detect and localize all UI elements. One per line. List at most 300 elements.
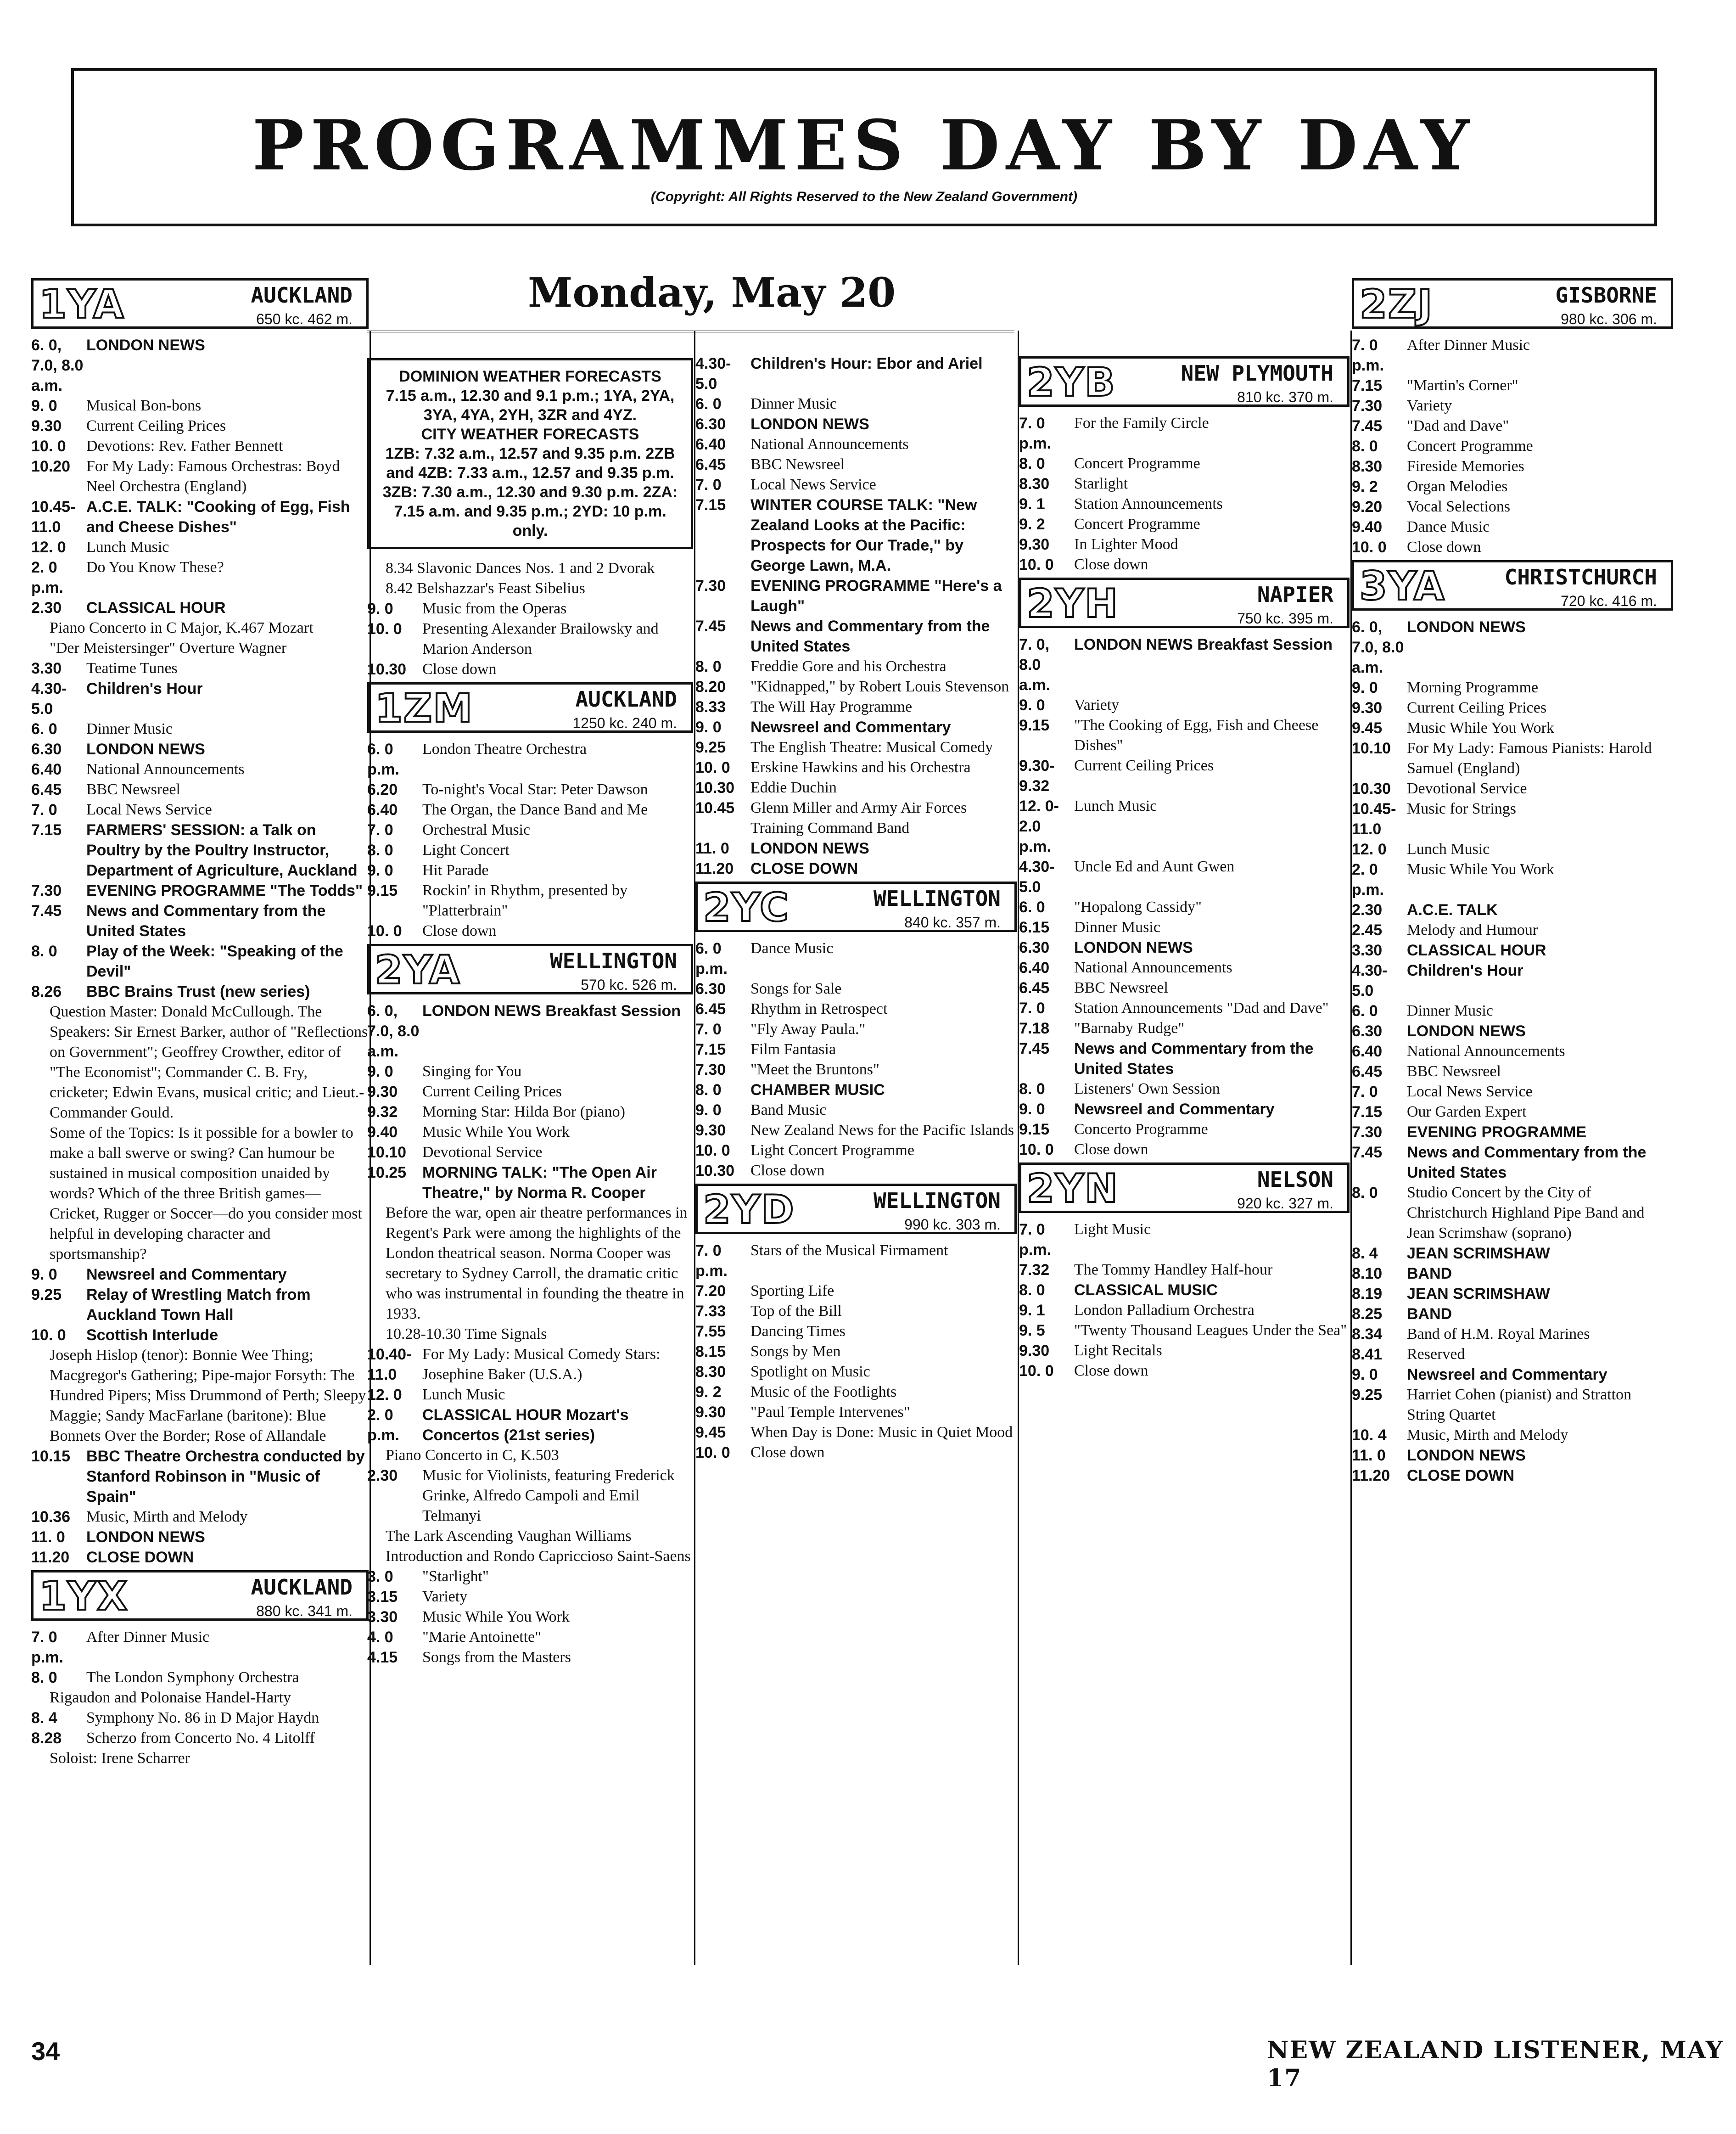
programme-entry [31,982,369,1002]
programme-title: For My Lady: Musical Comedy Stars: Josephine Baker (U.S.A.) [422,1346,661,1383]
station-frequency: 1250 kc. 240 m. [572,715,677,731]
programme-time: 8. 0 [367,842,393,859]
programme-time: 10.45 [695,799,735,817]
programme-entry [1352,1264,1673,1284]
programme-title: 8.34 Slavonic Dances Nos. 1 and 2 Dvorak [386,560,655,577]
programme-title: LONDON NEWS [86,741,205,758]
station-header-2yn [1019,1162,1350,1213]
programme-time: 9. 1 [1019,495,1045,513]
programme-title: For My Lady: Famous Orchestras: Boyd Neel Orchestra (England) [86,458,340,495]
programme-entry [1352,1061,1673,1082]
programme-title: LONDON NEWS [1074,939,1193,956]
station-city: AUCKLAND [251,1575,353,1600]
programme-time: 9.25 [31,1286,62,1303]
programme-entry [1352,1041,1673,1061]
programme-time: 7.15 [695,1041,726,1058]
station-header-1zm [367,682,693,733]
programme-time: 7.45 [1019,1040,1050,1057]
programme-time: 6.20 [367,781,398,798]
programme-time: 6.40 [1352,1043,1383,1060]
programme-time [367,1526,386,1546]
programme-entry [367,1647,693,1668]
programme-title: LONDON NEWS Breakfast Session [422,1002,681,1020]
programme-title: BBC Newsreel [750,456,845,473]
programme-entry [31,881,369,901]
programme-entry [1019,474,1350,494]
programme-time [31,1748,50,1769]
programme-time: 8.30 [1352,458,1383,475]
programme-entry [367,1587,693,1607]
programme-entry [1352,537,1673,557]
programme-time: 8. 0 [1019,1281,1045,1299]
programme-time: 4.30-5.0 [1352,962,1388,1000]
programme-title: News and Commentary from the United States [1407,1144,1646,1181]
programme-title: Dance Music [750,940,834,957]
programme-title: London Palladium Orchestra [1074,1302,1254,1319]
programme-entry [1352,738,1673,779]
programme-entry [367,558,693,578]
programme-time [31,1123,50,1264]
programme-title: BBC Newsreel [1407,1063,1501,1080]
programme-entry [31,396,369,416]
programme-entry [1019,1140,1350,1160]
programme-title: For My Lady: Famous Pianists: Harold Samuel (England) [1407,740,1652,777]
programme-title: Morning Star: Hilda Bor (piano) [422,1103,625,1120]
programme-entry [1352,436,1673,456]
programme-time: 9.30 [695,1404,726,1421]
programme-title: JEAN SCRIMSHAW [1407,1285,1550,1303]
programme-time: 9.40 [1352,518,1383,536]
programme-entry [695,1301,1017,1321]
programme-entry [367,1102,693,1122]
programme-title: Close down [1074,1362,1148,1379]
programme-time: 9. 0 [367,600,393,618]
programme-time: 8. 0 [1019,1080,1045,1098]
programme-title: The English Theatre: Musical Comedy [750,739,993,756]
programme-title: Dinner Music [1074,919,1160,936]
programme-entry [367,1445,693,1466]
programme-title: Musical Bon-bons [86,397,202,414]
station-frequency: 720 kc. 416 m. [1561,593,1657,609]
programme-title: To-night's Vocal Star: Peter Dawson [422,781,648,798]
programme-time: 7.33 [695,1303,726,1320]
programme-time: 8.28 [31,1730,62,1747]
programme-entry [367,800,693,820]
programme-title: Music from the Operas [422,600,567,617]
programme-time: 6. 0, 7.0, 8.0 a.m. [1352,618,1404,676]
programme-time: 6. 0 p.m. [367,741,399,778]
station-header-2yd [695,1184,1017,1234]
programme-title: News and Commentary from the United States [86,902,326,940]
programme-title: Scherzo from Concerto No. 4 Litolff [86,1730,315,1747]
programme-title: National Announcements [1074,959,1232,976]
programme-time: 9.25 [1352,1386,1383,1404]
programme-title: Uncle Ed and Aunt Gwen [1074,858,1235,875]
programme-entry [1352,1385,1673,1425]
programme-title: Station Announcements [1074,495,1223,512]
programme-entry [367,881,693,921]
programme-time: 9. 0 [695,1101,722,1119]
programme-title: News and Commentary from the United States [1074,1040,1314,1078]
city-weather-title: CITY WEATHER FORECASTS [421,426,639,443]
programme-entry [695,394,1017,414]
programme-time: 4.30-5.0 [1019,858,1055,896]
programme-title: Children's Hour: Ebor and Ariel [750,355,983,372]
programme-time: 6.45 [695,1000,726,1018]
programme-entry [695,717,1017,737]
programme-time: 8.33 [695,698,726,716]
programme-title: Symphony No. 86 in D Major Haydn [86,1709,319,1726]
programme-entry [695,1060,1017,1080]
programme-title: BAND [1407,1305,1452,1323]
column-2 [367,354,693,1668]
programme-entry [1352,1365,1673,1385]
programme-title: 10.28-10.30 Time Signals [386,1325,547,1342]
programme-entry [1352,335,1673,376]
programme-time: 7.45 [1352,1144,1383,1161]
programme-time: 7.55 [695,1323,726,1340]
programme-title: Music for Strings [1407,800,1516,817]
programme-title: Singing for You [422,1063,522,1080]
station-city: WELLINGTON [550,949,677,973]
programme-entry [695,1362,1017,1382]
programme-entry [1352,799,1673,839]
programme-entry [367,1405,693,1445]
programme-entry [1352,1466,1673,1486]
programme-time: 6.40 [31,761,62,778]
programme-title: Light Concert Programme [750,1142,914,1159]
copyright-notice: (Copyright: All Rights Reserved to the New Zealand Government) [650,189,1077,204]
programme-title: Children's Hour [1407,962,1523,979]
programme-title: Play of the Week: "Speaking of the Devil" [86,943,343,980]
station-city: GISBORNE [1555,283,1657,308]
programme-time: 6. 0 [31,720,57,738]
programme-time: 2.30 [1352,901,1383,919]
programme-title: "Dad and Dave" [1407,417,1509,434]
programme-title: "Twenty Thousand Leagues Under the Sea" [1074,1322,1347,1339]
programme-title: MORNING TALK: "The Open Air Theatre," by Norma R. Cooper [422,1164,657,1202]
programme-title: Local News Service [1407,1083,1533,1100]
programme-time: 9.40 [367,1123,398,1141]
programme-title: LONDON NEWS [750,840,869,857]
programme-time: 9. 0 [695,719,722,736]
programme-time: 9.30 [1019,1342,1050,1359]
programme-time: 8. 0 [1352,1184,1378,1202]
programme-time: 4.15 [367,1649,398,1666]
programme-time: 6.30 [1019,939,1050,956]
programme-entry [31,1325,369,1345]
programme-title: Current Ceiling Prices [1074,757,1214,774]
programme-entry [367,1627,693,1647]
weather-times: 7.15 a.m., 12.30 and 9.1 p.m.; 1YA, 2YA, 3YA, 4YA, 2YH, 3ZR and 4YZ. [386,387,675,424]
programme-time: 3.30 [367,1608,398,1626]
footer-masthead: NEW ZEALAND LISTENER, MAY 17 [1267,2036,1724,2092]
programme-time: 10.10 [1352,740,1391,757]
programme-entry [1019,1341,1350,1361]
page-title: PROGRAMMES DAY BY DAY [252,105,1476,186]
programme-title: News and Commentary from the United States [750,618,990,655]
programme-time: 6.30 [1352,1022,1383,1040]
programme-title: EVENING PROGRAMME "The Todds" [86,882,363,899]
programme-title: Studio Concert by the City of Christchurch Highland Pipe Band and Jean Scrimshaw (soprano) [1407,1184,1645,1241]
programme-entry [1352,940,1673,960]
programme-entry [695,1100,1017,1120]
programme-title: Dinner Music [1407,1002,1493,1019]
programme-title: Piano Concerto in C, K.503 [386,1447,559,1464]
programme-entry [1019,1099,1350,1119]
programme-title: LONDON NEWS [1407,1022,1526,1040]
programme-title: Rigaudon and Polonaise Handel-Harty [50,1689,291,1706]
programme-title: The Organ, the Dance Band and Me [422,801,648,818]
schedule-2yn [1019,1219,1350,1381]
programme-entry [31,1345,369,1446]
programme-title: Question Master: Donald McCullough. The Speakers: Sir Ernest Barker, author of "Reflections on Government"; Geoffrey Crowther, editor of "The Economist"; Commander C. B. Fry, cricketer; Edwin Evans, musical critic; and Lieut.-Commander Gould. [50,1003,368,1121]
station-city: NEW PLYMOUTH [1181,361,1333,386]
programme-entry [695,495,1017,576]
programme-time: 9.45 [695,1424,726,1441]
programme-time: 7. 0, 8.0 a.m. [1019,636,1051,694]
programme-time: 7.32 [1019,1261,1050,1279]
programme-time: 7.30 [695,1061,726,1078]
programme-entry [1352,960,1673,1001]
programme-time: 6. 0, 7.0, 8.0 a.m. [31,337,84,394]
programme-title: Our Garden Expert [1407,1103,1527,1120]
programme-entry [695,859,1017,879]
programme-title: Songs by Men [750,1343,841,1360]
programme-time: 4.30-5.0 [31,680,67,718]
programme-title: Top of the Bill [750,1303,842,1320]
programme-title: Orchestral Music [422,821,531,838]
programme-time: 7. 0 [1019,1000,1045,1017]
station-city: AUCKLAND [575,687,677,712]
programme-entry [31,1123,369,1264]
station-call: 2YH [1027,581,1119,627]
programme-time: 7.15 [1352,377,1383,394]
programme-time: 10. 4 [1352,1426,1387,1444]
programme-entry [367,921,693,941]
station-city: WELLINGTON [874,1188,1001,1213]
programme-time: 9. 0 [1019,696,1045,714]
programme-entry [1352,1021,1673,1041]
programme-time: 10.45-11.0 [31,498,76,536]
programme-title: Light Music [1074,1221,1151,1238]
programme-entry [695,697,1017,717]
programme-entry [367,840,693,860]
programme-time: 8. 0 [695,1081,722,1099]
programme-title: FARMERS' SESSION: a Talk on Poultry by the Poultry Instructor, Department of Agriculture, Auckland [86,821,358,879]
station-call: 2YA [375,947,461,993]
programme-title: CLOSE DOWN [1407,1467,1515,1484]
programme-title: Some of the Topics: Is it possible for a bowler to make a ball swerve or swing? Can humour be sustained in musical composition unaided by words? Which of the three British games—Cricket, Rugger or Soccer—do you consider most helpful in developing character and sportsmanship? [50,1124,362,1263]
programme-title: "Marie Antoinette" [422,1629,542,1645]
programme-entry [1019,1320,1350,1341]
programme-title: The Lark Ascending Vaughan Williams [386,1527,632,1544]
programme-entry [367,1122,693,1142]
programme-entry [695,657,1017,677]
programme-title: Current Ceiling Prices [86,417,226,434]
programme-entry [31,820,369,881]
programme-time [31,1688,50,1708]
programme-title: "The Cooking of Egg, Fish and Cheese Dishes" [1074,717,1319,754]
programme-entry [1019,756,1350,796]
programme-time: 10.15 [31,1448,71,1465]
station-call: 1YA [39,281,125,327]
programme-title: LONDON NEWS [1407,1447,1526,1464]
programme-title: BAND [1407,1265,1452,1282]
programme-time: 6. 0 [1019,899,1045,916]
station-header-1yx [31,1570,369,1621]
programme-time: 6.15 [1019,919,1050,936]
programme-entry [1352,1183,1673,1243]
programme-title: Dinner Music [86,720,173,737]
schedule-1ya [31,335,369,1567]
programme-entry [1352,497,1673,517]
programme-entry [695,677,1017,697]
programme-entry [31,537,369,557]
programme-entry [1019,1300,1350,1320]
programme-entry [1019,695,1350,715]
programme-title: Do You Know These? [86,559,224,576]
station-frequency: 750 kc. 395 m. [1237,610,1333,627]
programme-entry [31,719,369,739]
programme-time: 7. 0 p.m. [1352,337,1384,374]
programme-title: Organ Melodies [1407,478,1508,495]
programme-entry [367,1324,693,1344]
programme-time [367,558,386,578]
programme-entry [1019,1361,1350,1381]
programme-title: Newsreel and Commentary [86,1266,287,1283]
programme-entry [31,800,369,820]
programme-title: Hit Parade [422,862,489,879]
programme-title: Concert Programme [1407,438,1533,455]
schedule-2ya [367,1001,693,1668]
programme-title: Close down [750,1444,825,1461]
schedule-1zm [367,739,693,941]
programme-entry [367,1466,693,1526]
programme-entry [1352,1001,1673,1021]
programme-time: 3.30 [1352,942,1383,959]
weather-title: DOMINION WEATHER FORECASTS [399,368,661,385]
programme-title: Children's Hour [86,680,203,697]
programme-entry [31,1748,369,1769]
programme-entry [31,1668,369,1688]
programme-time: 8.20 [695,678,726,696]
programme-title: "Martin's Corner" [1407,377,1518,394]
programme-entry [1019,413,1350,454]
programme-time: 10. 0 [367,922,402,940]
programme-title: Fireside Memories [1407,458,1524,475]
programme-title: Joseph Hislop (tenor): Bonnie Wee Thing; Macgregor's Gathering; Pipe-major Forsyth: The Hundred Pipers; Miss Drummond of Perth; Sleepy Maggie; Sandy MacFarlane (baritone): Blue Bonnets Over the Border; Rose of Allandale [50,1347,366,1444]
programme-entry [1352,1082,1673,1102]
programme-title: Close down [1407,539,1481,556]
programme-entry [695,434,1017,455]
programme-entry [1019,998,1350,1018]
programme-time: 6.45 [1352,1063,1383,1080]
programme-title: National Announcements [750,436,909,453]
programme-title: Close down [1074,556,1148,573]
programme-time: 9.30 [31,417,62,435]
programme-title: After Dinner Music [1407,337,1530,354]
programme-entry [695,999,1017,1019]
programme-entry [1019,555,1350,575]
programme-entry [1019,958,1350,978]
programme-time: 9. 5 [1019,1322,1045,1339]
programme-entry [31,1285,369,1325]
programme-entry [1352,477,1673,497]
programme-entry [31,436,369,456]
programme-time [31,618,50,638]
station-header-2yc [695,882,1017,932]
programme-time: 10.36 [31,1508,71,1526]
programme-time: 9.30 [1019,536,1050,553]
programme-entry [1352,678,1673,698]
station-header-2ya [367,944,693,994]
programme-entry [31,1507,369,1527]
programme-entry [1019,514,1350,534]
programme-entry [695,1443,1017,1463]
programme-title: LONDON NEWS [86,1528,205,1546]
programme-entry [367,1344,693,1385]
programme-entry [1352,779,1673,799]
programme-entry [1019,978,1350,998]
station-frequency: 650 kc. 462 m. [256,311,353,327]
programme-title: Glenn Miller and Army Air Forces Training Command Band [750,799,967,837]
programme-time: 7.30 [1352,1123,1383,1141]
programme-title: Music While You Work [1407,719,1554,736]
programme-title: Presenting Alexander Brailowsky and Marion Anderson [422,620,659,657]
programme-entry [1019,494,1350,514]
programme-time: 9. 2 [1019,516,1045,533]
programme-title: LONDON NEWS [86,337,205,354]
programme-title: Devotional Service [422,1144,543,1161]
programme-time: 10.30 [695,779,735,797]
programme-entry [367,1607,693,1627]
programme-time: 8.30 [695,1363,726,1381]
programme-entry [367,1162,693,1203]
programme-time: 10.20 [31,458,71,475]
programme-time: 9. 0 [1019,1101,1045,1118]
programme-title: Close down [750,1162,825,1179]
programme-entry [1019,796,1350,857]
station-call: 2YN [1027,1166,1119,1212]
programme-title: Melody and Humour [1407,921,1538,938]
programme-time: 10.40-11.0 [367,1346,412,1383]
station-city: WELLINGTON [874,886,1001,911]
programme-time: 9.25 [695,739,726,756]
programme-time: 10. 0 [1019,1362,1054,1380]
programme-entry [1352,718,1673,738]
programme-entry [31,901,369,941]
column-5 [1352,275,1673,1486]
station-header-1ya [31,278,369,329]
programme-title: Band Music [750,1101,827,1118]
schedule-3ya [1352,617,1673,1486]
programme-entry [367,1061,693,1082]
programme-time [367,1445,386,1466]
programme-time: 8. 0 [1352,438,1378,455]
programme-entry [1352,416,1673,436]
programme-title: Music for Violinists, featuring Frederick Grinke, Alfredo Campoli and Emil Telmanyi [422,1467,675,1524]
programme-title: Light Concert [422,842,510,859]
programme-title: Music, Mirth and Melody [86,1508,248,1525]
station-city: NELSON [1257,1167,1333,1192]
programme-entry [31,780,369,800]
programme-entry [31,679,369,719]
programme-entry [31,557,369,598]
programme-entry [367,659,693,680]
programme-time: 6.40 [367,801,398,819]
programme-title: A.C.E. TALK: "Cooking of Egg, Fish and Cheese Dishes" [86,498,350,536]
